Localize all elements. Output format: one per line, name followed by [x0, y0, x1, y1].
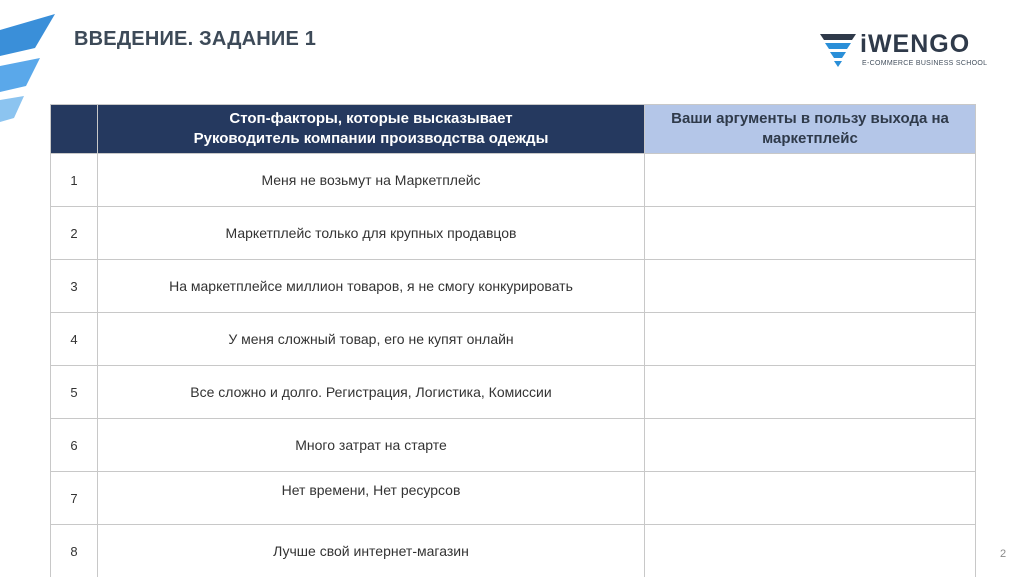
- row-argument-cell[interactable]: [645, 207, 976, 260]
- table-header-row: [51, 105, 976, 154]
- logo-brand: iWENGO: [860, 30, 970, 59]
- header-number-cell: [51, 105, 98, 154]
- row-factor: Нет времени, Нет ресурсов: [98, 472, 645, 525]
- table-row: [51, 525, 976, 577]
- stop-factors-table: [50, 104, 976, 577]
- row-argument-cell[interactable]: [645, 366, 976, 419]
- row-number: 5: [51, 366, 98, 419]
- row-number: 2: [51, 207, 98, 260]
- row-number: 1: [51, 154, 98, 207]
- table-row: [51, 260, 976, 313]
- logo: [818, 28, 988, 72]
- table-row: [51, 154, 976, 207]
- row-argument-cell[interactable]: [645, 313, 976, 366]
- row-argument-cell[interactable]: [645, 419, 976, 472]
- row-factor: У меня сложный товар, его не купят онлайн: [98, 313, 645, 366]
- row-number: 6: [51, 419, 98, 472]
- stripe-shape: [0, 14, 55, 56]
- stripe-shape: [0, 96, 24, 122]
- slide-title: ВВЕДЕНИЕ. ЗАДАНИЕ 1: [74, 28, 316, 51]
- row-argument-cell[interactable]: [645, 472, 976, 525]
- logo-icon: [818, 28, 858, 70]
- table-row: [51, 207, 976, 260]
- header-argument: Ваши аргументы в пользу выхода на маркетплейс: [645, 105, 976, 154]
- logo-tagline: E-COMMERCE BUSINESS SCHOOL: [862, 60, 987, 67]
- row-argument-cell[interactable]: [645, 525, 976, 577]
- table-row: [51, 472, 976, 525]
- row-argument-cell[interactable]: [645, 260, 976, 313]
- row-factor: На маркетплейсе миллион товаров, я не смогу конкурировать: [98, 260, 645, 313]
- table-row: [51, 313, 976, 366]
- row-number: 3: [51, 260, 98, 313]
- table-row: [51, 419, 976, 472]
- header-factor: Стоп-факторы, которые высказывает Руководитель компании производства одежды: [98, 105, 645, 154]
- row-number: 8: [51, 525, 98, 577]
- row-number: 7: [51, 472, 98, 525]
- row-argument-cell[interactable]: [645, 154, 976, 207]
- row-number: 4: [51, 313, 98, 366]
- row-factor: Меня не возьмут на Маркетплейс: [98, 154, 645, 207]
- table-row: [51, 366, 976, 419]
- stripe-shape: [0, 58, 40, 92]
- row-factor: Много затрат на старте: [98, 419, 645, 472]
- row-factor: Маркетплейс только для крупных продавцов: [98, 207, 645, 260]
- row-factor: Лучше свой интернет-магазин: [98, 525, 645, 577]
- row-factor: Все сложно и долго. Регистрация, Логистика, Комиссии: [98, 366, 645, 419]
- page-number: 2: [1000, 548, 1006, 560]
